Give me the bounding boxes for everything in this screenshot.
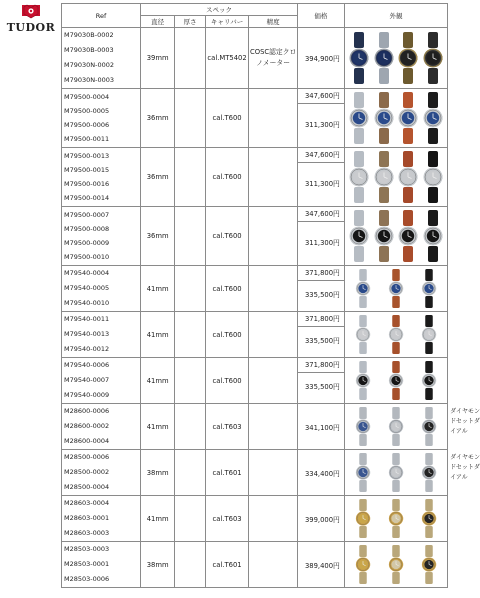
reference-number: M79500-0010 bbox=[64, 253, 110, 261]
price-cell bbox=[297, 148, 344, 207]
reference-number: M28500-0002 bbox=[64, 468, 110, 476]
brand-wordmark: TUDOR bbox=[6, 21, 56, 34]
price-value: 335,500円 bbox=[298, 326, 344, 356]
ref-cell bbox=[62, 266, 141, 312]
watch-image bbox=[374, 210, 394, 262]
thickness-cell bbox=[175, 89, 206, 148]
table-row bbox=[62, 148, 480, 207]
ref-cell bbox=[62, 450, 141, 496]
table-row bbox=[62, 266, 480, 312]
reference-number: M28503-0006 bbox=[64, 575, 110, 583]
caliber-cell: cal.T600 bbox=[205, 148, 249, 207]
thickness-cell bbox=[175, 542, 206, 588]
watch-image bbox=[419, 361, 439, 400]
note-cell bbox=[448, 148, 480, 207]
reference-number: M79500-0004 bbox=[64, 93, 110, 101]
thickness-cell bbox=[175, 148, 206, 207]
caliber-cell: cal.T600 bbox=[205, 266, 249, 312]
reference-number: M79030N-0003 bbox=[64, 76, 115, 84]
header-accuracy: 精度 bbox=[249, 16, 298, 28]
ref-cell bbox=[62, 28, 141, 89]
reference-number: M79500-0007 bbox=[64, 211, 110, 219]
reference-number: M28500-0006 bbox=[64, 453, 110, 461]
reference-number: M28600-0006 bbox=[64, 407, 110, 415]
ref-cell bbox=[62, 542, 141, 588]
accuracy-cell: COSC認定クロノメーター bbox=[249, 28, 298, 89]
reference-number: M28603-0003 bbox=[64, 529, 110, 537]
caliber-cell: cal.T603 bbox=[205, 404, 249, 450]
header-price: 価格 bbox=[297, 4, 344, 28]
watch-image bbox=[374, 92, 394, 144]
table-row bbox=[62, 28, 480, 89]
reference-number: M79540-0005 bbox=[64, 284, 110, 292]
watch-image bbox=[374, 32, 394, 84]
watch-image bbox=[353, 361, 373, 400]
reference-number: M79540-0013 bbox=[64, 330, 110, 338]
watch-image bbox=[386, 453, 406, 492]
header-spec: スペック bbox=[141, 4, 298, 16]
diameter-cell: 36mm bbox=[141, 89, 175, 148]
reference-number: M28600-0002 bbox=[64, 422, 110, 430]
reference-number: M28500-0004 bbox=[64, 483, 110, 491]
caliber-cell: cal.T600 bbox=[205, 207, 249, 266]
appearance-cell bbox=[344, 28, 447, 89]
accuracy-cell bbox=[249, 312, 298, 358]
watch-image bbox=[374, 151, 394, 203]
reference-number: M79500-0006 bbox=[64, 121, 110, 129]
note-cell bbox=[448, 207, 480, 266]
thickness-cell bbox=[175, 450, 206, 496]
price-value: 371,800円 bbox=[304, 361, 340, 369]
reference-number: M79030B-0003 bbox=[64, 46, 114, 54]
note-cell bbox=[448, 496, 480, 542]
thickness-cell bbox=[175, 312, 206, 358]
accuracy-cell bbox=[249, 358, 298, 404]
accuracy-cell bbox=[249, 148, 298, 207]
ref-cell bbox=[62, 207, 141, 266]
price-cell bbox=[297, 207, 344, 266]
watch-image bbox=[423, 92, 443, 144]
watch-image bbox=[353, 269, 373, 308]
diameter-cell: 39mm bbox=[141, 28, 175, 89]
table-row bbox=[62, 358, 480, 404]
tudor-logo bbox=[2, 4, 60, 34]
watch-image bbox=[386, 315, 406, 354]
table-row bbox=[62, 450, 480, 496]
diameter-cell: 38mm bbox=[141, 542, 175, 588]
watch-image bbox=[419, 269, 439, 308]
price-cell: 389,400円 bbox=[297, 542, 344, 588]
thickness-cell bbox=[175, 496, 206, 542]
price-cell: 334,400円 bbox=[297, 450, 344, 496]
price-value: 311,300円 bbox=[298, 103, 344, 147]
reference-number: M79500-0015 bbox=[64, 166, 110, 174]
price-value: 311,300円 bbox=[298, 221, 344, 265]
price-cell bbox=[297, 312, 344, 358]
price-value: 335,500円 bbox=[298, 280, 344, 310]
ref-cell bbox=[62, 404, 141, 450]
note-cell bbox=[448, 266, 480, 312]
caliber-cell: cal.T603 bbox=[205, 496, 249, 542]
ref-cell bbox=[62, 89, 141, 148]
caliber-cell: cal.T600 bbox=[205, 358, 249, 404]
watch-image bbox=[419, 499, 439, 538]
note-cell bbox=[448, 542, 480, 588]
watch-image bbox=[419, 545, 439, 584]
diameter-cell: 41mm bbox=[141, 496, 175, 542]
reference-number: M79540-0010 bbox=[64, 299, 110, 307]
price-value: 347,600円 bbox=[304, 151, 340, 159]
appearance-cell bbox=[344, 148, 447, 207]
diameter-cell: 38mm bbox=[141, 450, 175, 496]
reference-number: M28503-0003 bbox=[64, 545, 110, 553]
caliber-cell: cal.T600 bbox=[205, 89, 249, 148]
reference-number: M79540-0011 bbox=[64, 315, 110, 323]
reference-number: M79500-0011 bbox=[64, 135, 110, 143]
watch-image bbox=[349, 92, 369, 144]
ref-cell bbox=[62, 496, 141, 542]
watch-image bbox=[386, 407, 406, 446]
reference-number: M79540-0006 bbox=[64, 361, 110, 369]
price-cell bbox=[297, 89, 344, 148]
reference-number: M79500-0016 bbox=[64, 180, 110, 188]
appearance-cell bbox=[344, 450, 447, 496]
price-cell bbox=[297, 266, 344, 312]
watch-image bbox=[419, 315, 439, 354]
table-row bbox=[62, 496, 480, 542]
price-value: 335,500円 bbox=[298, 372, 344, 402]
table-row bbox=[62, 89, 480, 148]
tudor-rose-icon bbox=[20, 4, 42, 20]
reference-number: M79030N-0002 bbox=[64, 61, 115, 69]
watch-image bbox=[353, 499, 373, 538]
reference-number: M79500-0013 bbox=[64, 152, 110, 160]
caliber-cell: cal.T600 bbox=[205, 312, 249, 358]
caliber-cell: cal.MT5402 bbox=[205, 28, 249, 89]
reference-number: M79500-0014 bbox=[64, 194, 110, 202]
watch-image bbox=[353, 407, 373, 446]
header-thickness: 厚さ bbox=[175, 16, 206, 28]
reference-number: M79500-0005 bbox=[64, 107, 110, 115]
reference-number: M79030B-0002 bbox=[64, 31, 114, 39]
header-ref: Ref bbox=[62, 4, 141, 28]
accuracy-cell bbox=[249, 266, 298, 312]
thickness-cell bbox=[175, 28, 206, 89]
price-value: 347,600円 bbox=[304, 210, 340, 218]
diameter-cell: 36mm bbox=[141, 207, 175, 266]
watch-image bbox=[419, 453, 439, 492]
watch-image bbox=[423, 32, 443, 84]
watch-image bbox=[419, 407, 439, 446]
header-appearance: 外観 bbox=[344, 4, 447, 28]
caliber-cell: cal.T601 bbox=[205, 542, 249, 588]
watch-image bbox=[386, 545, 406, 584]
watch-image bbox=[349, 32, 369, 84]
table-row bbox=[62, 312, 480, 358]
price-value: 311,300円 bbox=[298, 162, 344, 206]
ref-cell bbox=[62, 358, 141, 404]
price-cell bbox=[297, 358, 344, 404]
watch-image bbox=[349, 151, 369, 203]
thickness-cell bbox=[175, 266, 206, 312]
note-cell bbox=[448, 28, 480, 89]
watch-image bbox=[398, 92, 418, 144]
accuracy-cell bbox=[249, 542, 298, 588]
thickness-cell bbox=[175, 358, 206, 404]
reference-number: M79500-0008 bbox=[64, 225, 110, 233]
accuracy-cell bbox=[249, 450, 298, 496]
note-cell bbox=[448, 312, 480, 358]
appearance-cell bbox=[344, 312, 447, 358]
watch-image bbox=[398, 32, 418, 84]
appearance-cell bbox=[344, 89, 447, 148]
thickness-cell bbox=[175, 207, 206, 266]
ref-cell bbox=[62, 312, 141, 358]
watch-image bbox=[353, 453, 373, 492]
watch-image bbox=[386, 269, 406, 308]
reference-number: M79540-0009 bbox=[64, 391, 110, 399]
header-caliber: キャリバー bbox=[205, 16, 249, 28]
appearance-cell bbox=[344, 207, 447, 266]
appearance-cell bbox=[344, 404, 447, 450]
ref-cell bbox=[62, 148, 141, 207]
watch-image bbox=[398, 151, 418, 203]
accuracy-cell bbox=[249, 89, 298, 148]
header-diameter: 直径 bbox=[141, 16, 175, 28]
price-cell: 394,900円 bbox=[297, 28, 344, 89]
accuracy-cell bbox=[249, 207, 298, 266]
accuracy-cell bbox=[249, 496, 298, 542]
caliber-cell: cal.T601 bbox=[205, 450, 249, 496]
diameter-cell: 36mm bbox=[141, 148, 175, 207]
reference-number: M79540-0007 bbox=[64, 376, 110, 384]
note-cell bbox=[448, 89, 480, 148]
price-cell: 399,000円 bbox=[297, 496, 344, 542]
watch-image bbox=[353, 315, 373, 354]
diameter-cell: 41mm bbox=[141, 266, 175, 312]
watch-image bbox=[423, 151, 443, 203]
price-value: 347,600円 bbox=[304, 92, 340, 100]
table-row bbox=[62, 207, 480, 266]
reference-number: M79540-0004 bbox=[64, 269, 110, 277]
note-cell: ダイヤモンドセットダイアル bbox=[450, 453, 480, 481]
diameter-cell: 41mm bbox=[141, 312, 175, 358]
appearance-cell bbox=[344, 542, 447, 588]
watch-image bbox=[353, 545, 373, 584]
reference-number: M28503-0001 bbox=[64, 560, 110, 568]
note-cell: ダイヤモンドセットダイアル bbox=[450, 407, 480, 435]
watch-image bbox=[386, 361, 406, 400]
appearance-cell bbox=[344, 496, 447, 542]
reference-number: M79500-0009 bbox=[64, 239, 110, 247]
diameter-cell: 41mm bbox=[141, 358, 175, 404]
reference-number: M28603-0001 bbox=[64, 514, 110, 522]
price-value: 371,800円 bbox=[304, 315, 340, 323]
reference-number: M28603-0004 bbox=[64, 499, 110, 507]
reference-number: M79540-0012 bbox=[64, 345, 110, 353]
table-row bbox=[62, 542, 480, 588]
appearance-cell bbox=[344, 266, 447, 312]
diameter-cell: 41mm bbox=[141, 404, 175, 450]
watch-image bbox=[423, 210, 443, 262]
thickness-cell bbox=[175, 404, 206, 450]
watch-image bbox=[349, 210, 369, 262]
price-value: 371,800円 bbox=[304, 269, 340, 277]
price-cell: 341,100円 bbox=[297, 404, 344, 450]
header-blank bbox=[448, 4, 480, 28]
accuracy-cell bbox=[249, 404, 298, 450]
watch-image bbox=[386, 499, 406, 538]
price-table bbox=[61, 3, 480, 588]
table-row bbox=[62, 404, 480, 450]
reference-number: M28600-0004 bbox=[64, 437, 110, 445]
appearance-cell bbox=[344, 358, 447, 404]
note-cell bbox=[448, 358, 480, 404]
watch-image bbox=[398, 210, 418, 262]
